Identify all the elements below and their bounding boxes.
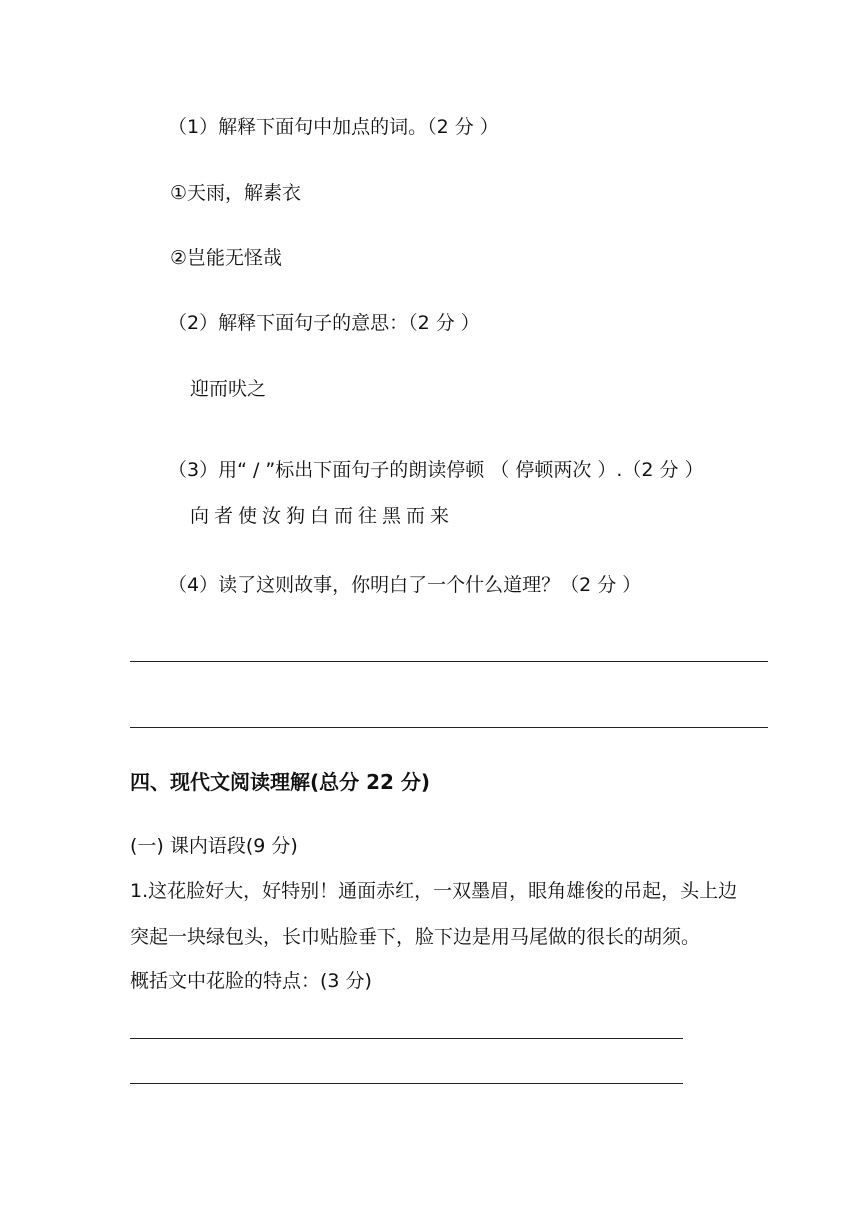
question-2: （2）解释下面句子的意思：（2 分 ） (168, 312, 480, 334)
answer-line (130, 1083, 683, 1084)
question-1-item-2: ②岂能无怪哉 (170, 247, 283, 269)
answer-line (130, 661, 768, 662)
passage-line-1: 1.这花脸好大，好特别！通面赤红，一双墨眉，眼角雄俊的吊起，头上边 (130, 880, 738, 902)
question-4: （4）读了这则故事，你明白了一个什么道理？（2 分 ） (168, 574, 642, 596)
passage-question: 概括文中花脸的特点：(3 分) (130, 970, 372, 992)
section-4-title: 四、现代文阅读理解(总分 22 分) (130, 770, 431, 794)
answer-line (130, 727, 768, 728)
question-1-item-1: ①天雨，解素衣 (170, 182, 302, 204)
question-3: （3）用“ / ”标出下面句子的朗读停顿 （ 停顿两次 ）.（2 分 ） (168, 459, 704, 481)
section-4-subtitle: (一) 课内语段(9 分) (130, 835, 298, 857)
question-3-sentence: 向者使汝狗白而往黑而来 (190, 505, 455, 527)
answer-line (130, 1038, 683, 1039)
question-1: （1）解释下面句中加点的词。（2 分 ） (168, 116, 499, 138)
passage-line-2: 突起一块绿包头，长巾贴脸垂下，脸下边是用马尾做的很长的胡须。 (130, 926, 701, 948)
question-2-sentence: 迎而吠之 (190, 378, 267, 400)
